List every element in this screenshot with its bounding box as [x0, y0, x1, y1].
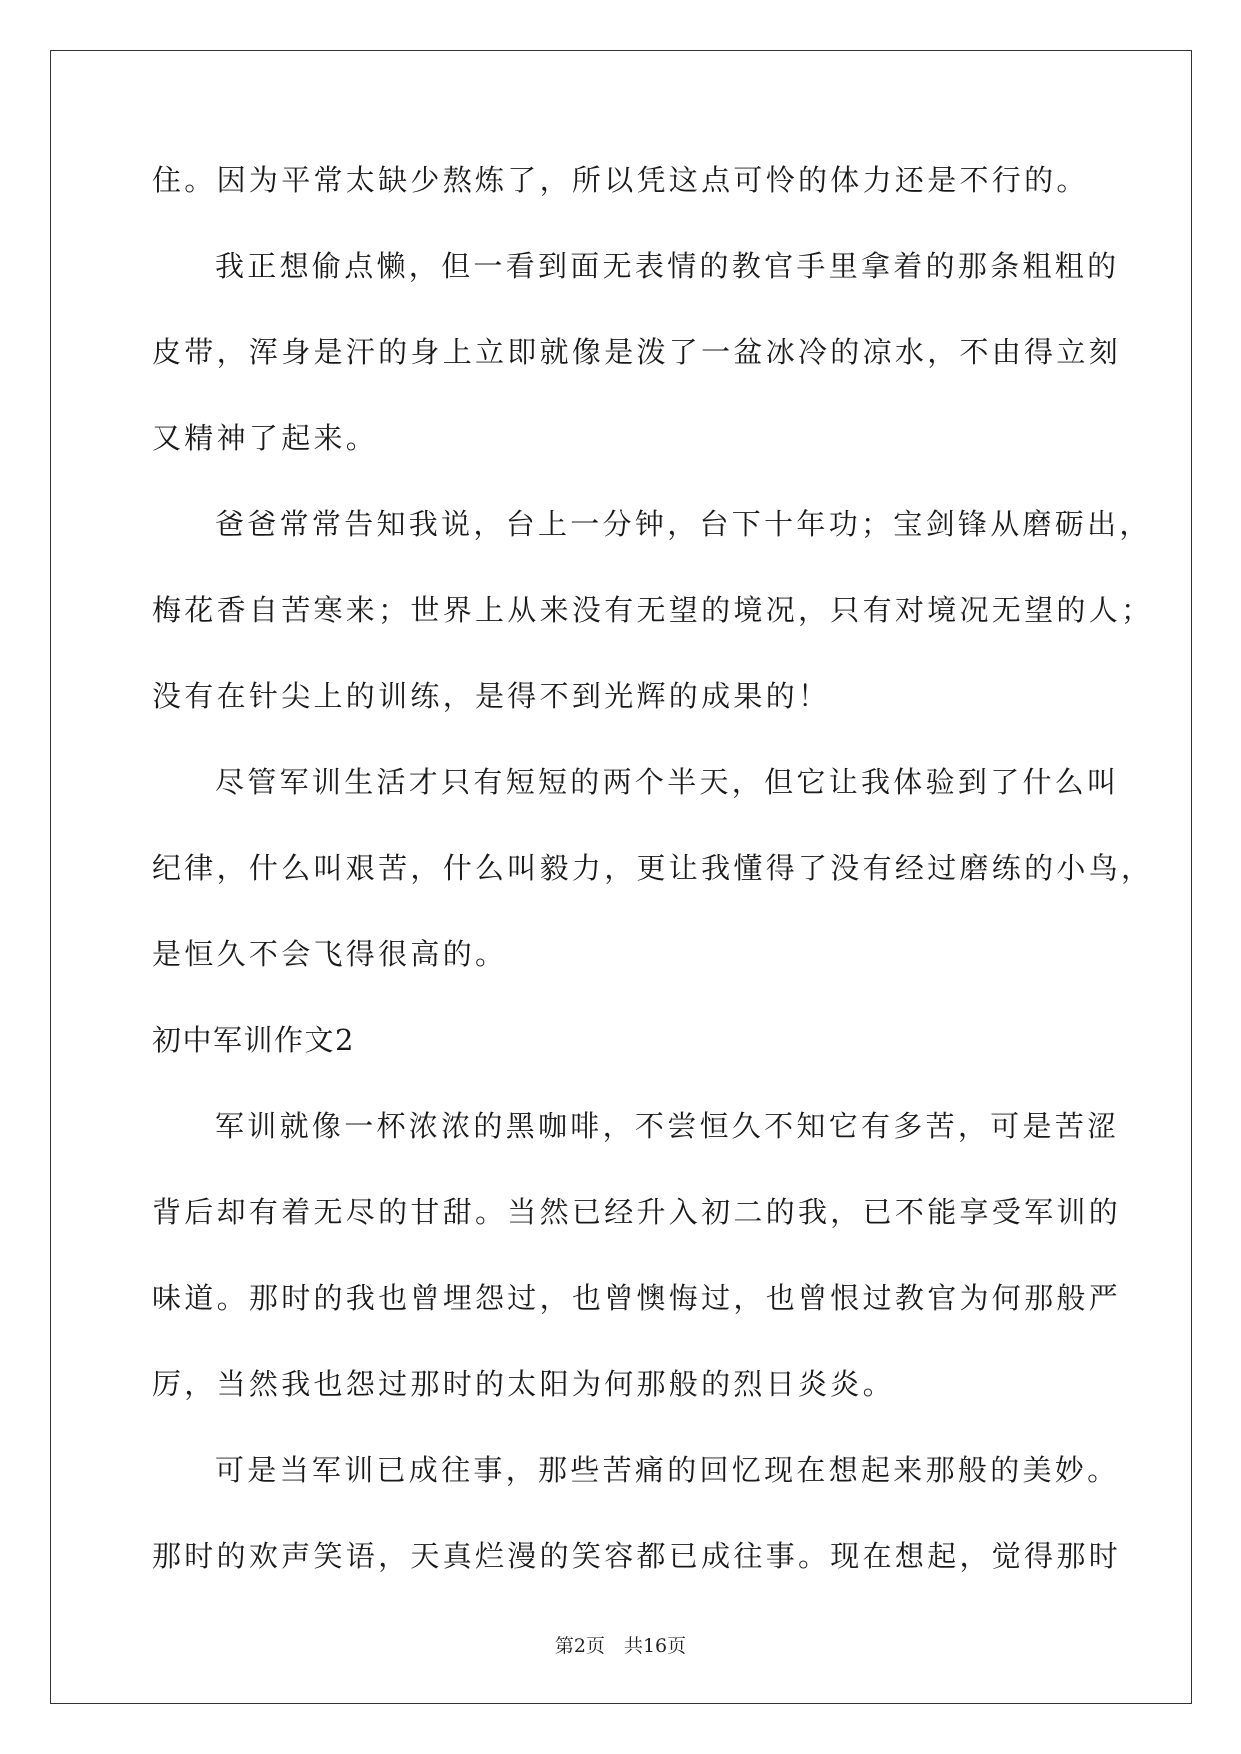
text-line: 梅花香自苦寒来；世界上从来没有无望的境况，只有对境况无望的人； [152, 593, 1154, 627]
text-line: 味道。那时的我也曾埋怨过，也曾懊悔过，也曾恨过教官为何那般严 [152, 1281, 1122, 1315]
text-line: 背后却有着无尽的甘甜。当然已经升入初二的我，已不能享受军训的 [152, 1195, 1122, 1229]
text-line: 住。因为平常太缺少熬炼了，所以凭这点可怜的体力还是不行的。 [152, 163, 1089, 197]
paragraph-start-line: 可是当军训已成往事，那些苦痛的回忆现在想起来那般的美妙。 [215, 1453, 1120, 1487]
paragraph-start-line: 我正想偷点懒，但一看到面无表情的教官手里拿着的那条粗粗的 [215, 249, 1120, 283]
text-line: 又精神了起来。 [152, 421, 379, 455]
text-line: 皮带，浑身是汗的身上立即就像是泼了一盆冰冷的凉水，不由得立刻 [152, 335, 1122, 369]
paragraph-start-line: 爸爸常常告知我说，台上一分钟，台下十年功；宝剑锋从磨砺出， [215, 507, 1152, 541]
paragraph-start-line: 尽管军训生活才只有短短的两个半天，但它让我体验到了什么叫 [215, 765, 1120, 799]
text-line: 没有在针尖上的训练，是得不到光辉的成果的！ [152, 679, 831, 713]
text-line: 那时的欢声笑语，天真烂漫的笑容都已成往事。现在想起，觉得那时 [152, 1539, 1122, 1573]
text-line: 纪律，什么叫艰苦，什么叫毅力，更让我懂得了没有经过磨练的小鸟， [152, 851, 1154, 885]
text-line: 厉，当然我也怨过那时的太阳为何那般的烈日炎炎。 [152, 1367, 895, 1401]
paragraph-start-line: 军训就像一杯浓浓的黑咖啡，不尝恒久不知它有多苦，可是苦涩 [215, 1109, 1120, 1143]
page-number-footer: 第2页 共16页 [554, 1635, 687, 1657]
section-heading: 初中军训作文2 [152, 1023, 355, 1057]
text-line: 是恒久不会飞得很高的。 [152, 937, 508, 971]
